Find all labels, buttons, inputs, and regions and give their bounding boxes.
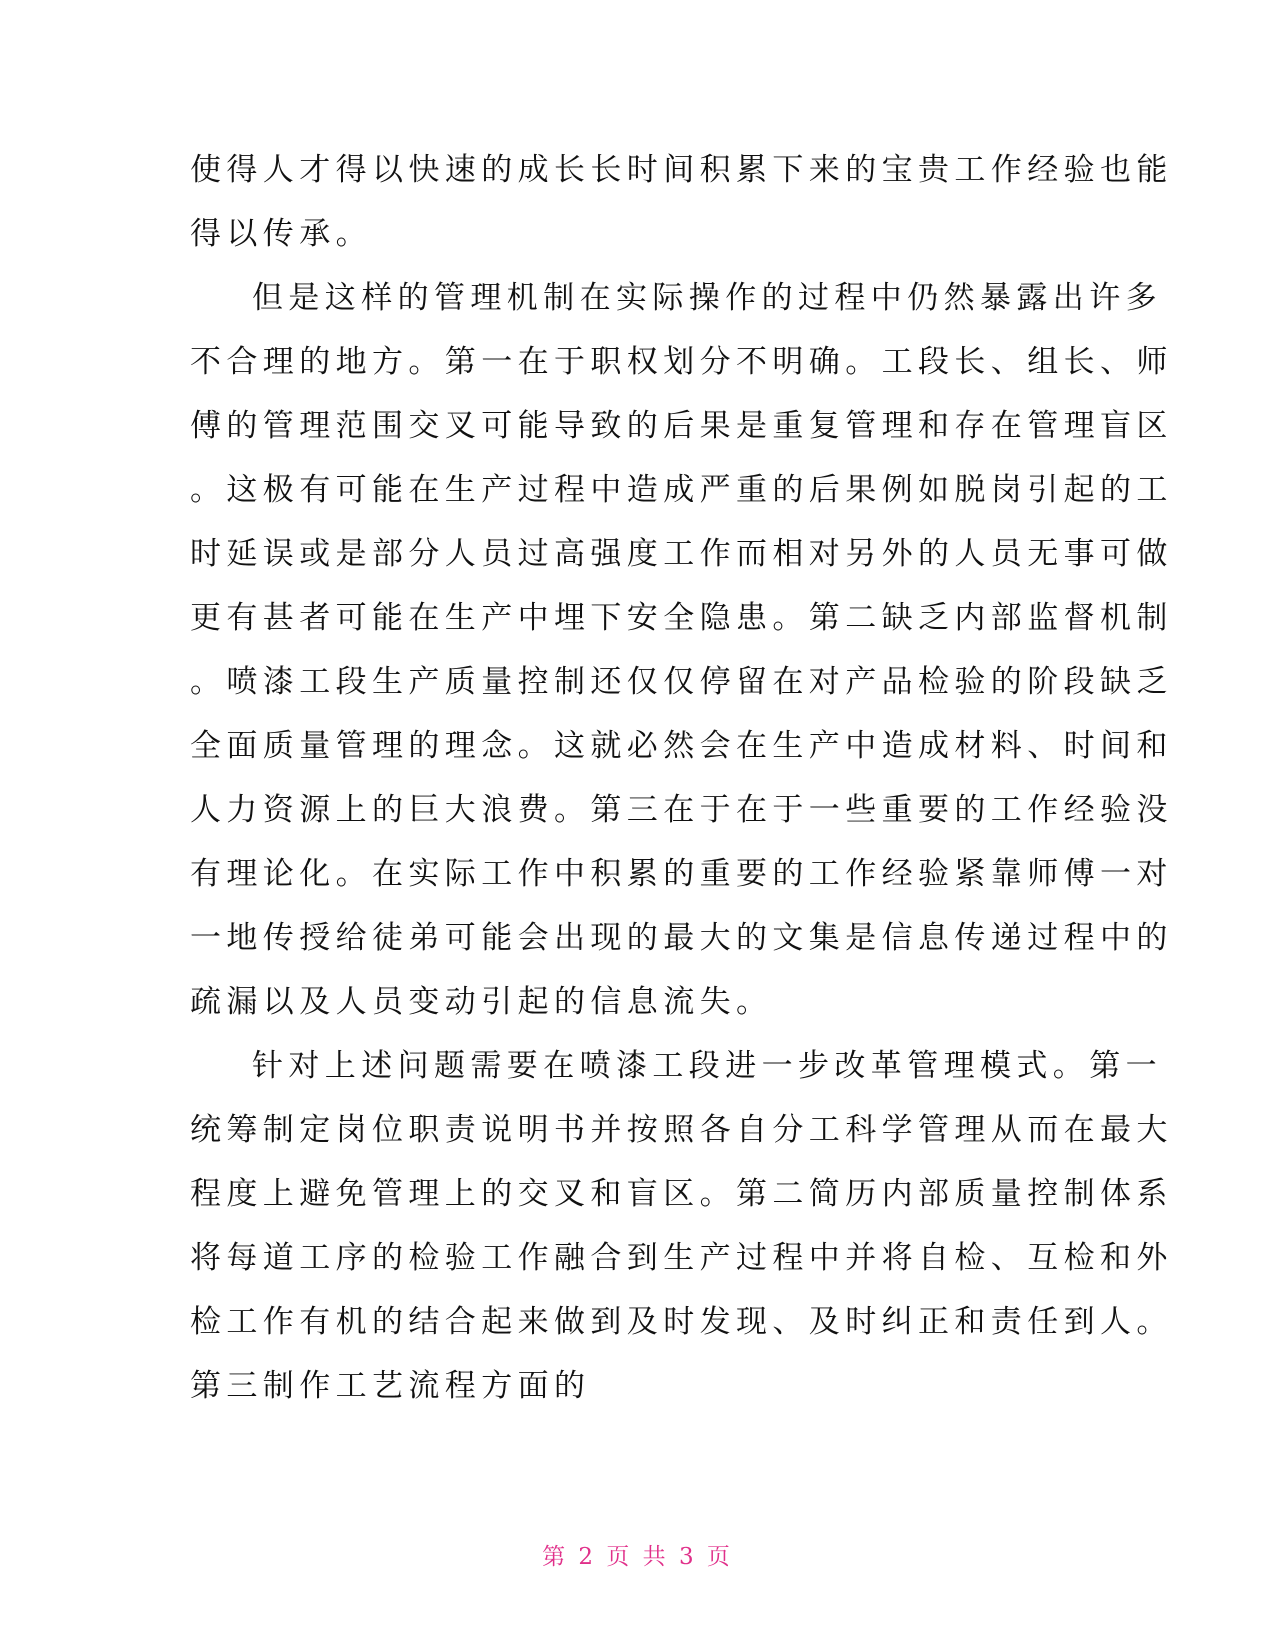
text-line: 时延误或是部分人员过高强度工作而相对另外的人员无事可做 — [190, 536, 1173, 572]
text-line: 不合理的地方。第一在于职权划分不明确。工段长、组长、师 — [190, 344, 1173, 380]
text-line: 针对上述问题需要在喷漆工段进一步改革管理模式。第一 — [252, 1048, 1162, 1084]
text-line: 全面质量管理的理念。这就必然会在生产中造成材料、时间和 — [190, 728, 1173, 764]
text-line: 得以传承。 — [190, 216, 372, 252]
text-line: 。喷漆工段生产质量控制还仅仅停留在对产品检验的阶段缺乏 — [190, 664, 1173, 700]
text-line: 程度上避免管理上的交叉和盲区。第二简历内部质量控制体系 — [190, 1176, 1173, 1212]
text-line: 第三制作工艺流程方面的 — [190, 1368, 591, 1404]
text-line: 人力资源上的巨大浪费。第三在于在于一些重要的工作经验没 — [190, 792, 1173, 828]
text-line: 。这极有可能在生产过程中造成严重的后果例如脱岗引起的工 — [190, 472, 1173, 508]
text-line: 统筹制定岗位职责说明书并按照各自分工科学管理从而在最大 — [190, 1112, 1173, 1148]
text-line: 傅的管理范围交叉可能导致的后果是重复管理和存在管理盲区 — [190, 408, 1173, 444]
text-line: 一地传授给徒弟可能会出现的最大的文集是信息传递过程中的 — [190, 920, 1173, 956]
text-line: 疏漏以及人员变动引起的信息流失。 — [190, 984, 773, 1020]
text-line: 将每道工序的检验工作融合到生产过程中并将自检、互检和外 — [190, 1240, 1173, 1276]
page-number-footer: 第 2 页 共 3 页 — [542, 1544, 733, 1570]
document-body — [190, 138, 1173, 1418]
text-line: 有理论化。在实际工作中积累的重要的工作经验紧靠师傅一对 — [190, 856, 1173, 892]
text-line: 检工作有机的结合起来做到及时发现、及时纠正和责任到人。 — [190, 1304, 1173, 1340]
text-line: 更有甚者可能在生产中埋下安全隐患。第二缺乏内部监督机制 — [190, 600, 1173, 636]
text-line: 使得人才得以快速的成长长时间积累下来的宝贵工作经验也能 — [190, 152, 1173, 188]
text-line: 但是这样的管理机制在实际操作的过程中仍然暴露出许多 — [252, 280, 1162, 316]
